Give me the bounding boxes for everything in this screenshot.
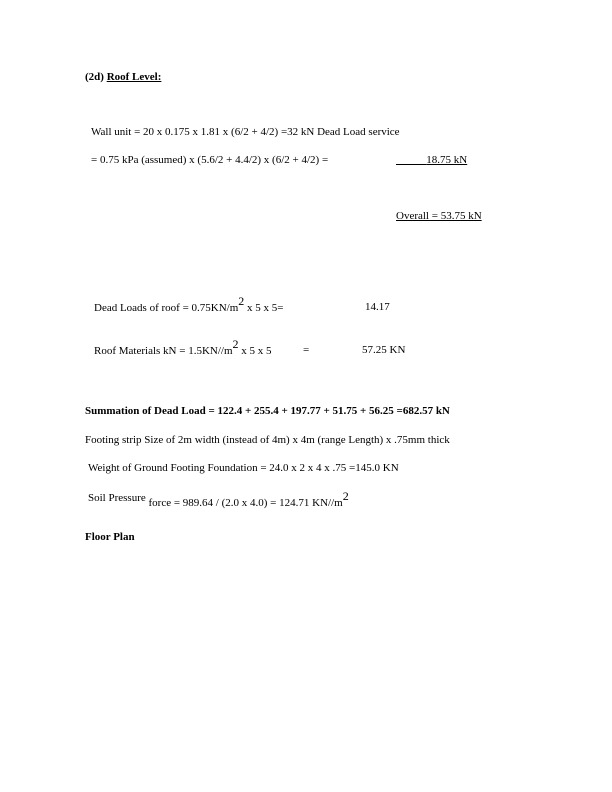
soil-pressure-exponent: 2 (342, 489, 349, 503)
roof-materials-value: 57.25 KN (362, 344, 406, 356)
soil-pressure-line (88, 490, 349, 510)
roof-materials-exponent: 2 (232, 337, 239, 351)
soil-pressure-label: Soil Pressure (88, 492, 146, 504)
dead-loads-roof-rest: x 5 x 5= (244, 302, 284, 314)
dead-load-service-value: 18.75 kN (426, 154, 468, 166)
roof-materials-line (94, 337, 424, 357)
footing-strip-line: Footing strip Size of 2m width (instead of 4m) x 4m (range Length) x .75mm thick (85, 434, 450, 446)
dead-loads-roof-line (94, 294, 414, 314)
summation-dead-load: Summation of Dead Load = 122.4 + 255.4 + 197.77 + 51.75 + 56.25 =682.57 kN (85, 405, 450, 417)
weight-footing-line: Weight of Ground Footing Foundation = 24.0 x 2 x 4 x .75 =145.0 KN (88, 462, 399, 474)
dead-load-service-result (396, 153, 467, 167)
floor-plan-heading: Floor Plan (85, 531, 135, 543)
roof-materials-rest: x 5 x 5 (238, 345, 272, 357)
section-number: (2d) (85, 71, 104, 83)
soil-pressure-formula-text: force = 989.64 / (2.0 x 4.0) = 124.71 KN//m (148, 497, 343, 509)
roof-materials-expression (94, 337, 272, 358)
dead-loads-roof-label: Dead Loads of roof = 0.75KN/m (94, 302, 239, 314)
section-heading (85, 70, 161, 84)
dead-loads-roof-exponent: 2 (238, 294, 245, 308)
dead-load-service-expression: = 0.75 kPa (assumed) x (5.6/2 + 4.4/2) x (6/2 + 4/2) = (91, 154, 329, 166)
section-title: Roof Level: (106, 71, 162, 83)
roof-materials-label: Roof Materials kN = 1.5KN//m (94, 345, 233, 357)
overall-total: Overall = 53.75 kN (396, 210, 482, 222)
wall-unit-line: Wall unit = 20 x 0.175 x 1.81 x (6/2 + 4/2) =32 kN Dead Load service (91, 126, 400, 138)
soil-pressure-formula (148, 489, 349, 509)
dead-load-service-line (91, 153, 491, 167)
dead-loads-roof-expression (94, 294, 284, 315)
dead-loads-roof-value: 14.17 (365, 301, 390, 313)
roof-materials-equals: = (303, 344, 310, 356)
